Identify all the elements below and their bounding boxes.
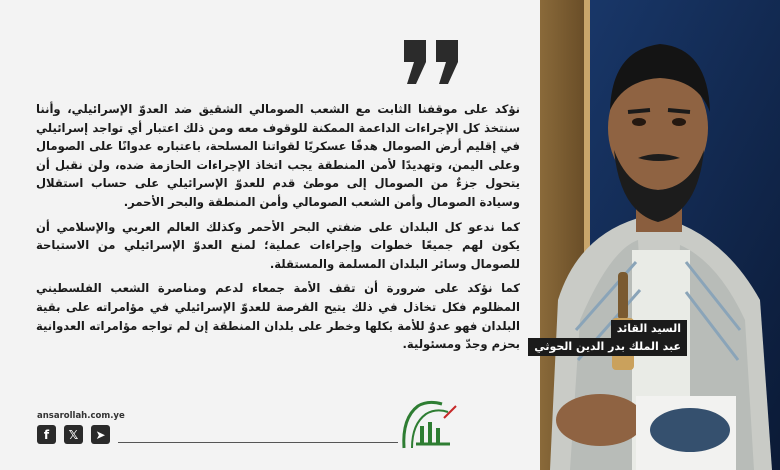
speaker-name: عبد الملك بدر الدين الحوثي <box>528 338 687 356</box>
footer-divider <box>118 442 398 443</box>
quote-mark-icon <box>402 40 462 84</box>
statement-paragraph-3: كما نؤكد على ضرورة أن تقف الأمة جمعاء لدعم ومناصرة الشعب الفلسطيني المظلوم فكل تخاذل في ذلك يتيح الفرصة للعدوّ الإسرائيلي في مؤامراته على بقية البلدان فهو عدوٌ للأمة بكلها وخطر على بلدان المنطقة إن لم تواجه مؤامراته العدوانية بحزم وجدّ ومسئولية. <box>36 281 520 352</box>
x-icon[interactable]: 𝕏 <box>64 425 83 444</box>
facebook-icon[interactable]: f <box>37 425 56 444</box>
telegram-icon[interactable]: ➤ <box>91 425 110 444</box>
social-links <box>37 425 110 444</box>
ansarollah-logo <box>398 398 462 452</box>
speaker-photo <box>540 0 780 470</box>
speaker-title: السيد القائد <box>611 320 687 338</box>
website-link[interactable]: ansarollah.com.ye <box>37 411 125 421</box>
statement-paragraph-1: نؤكد على موقفنا الثابت مع الشعب الصومالي الشقيق ضد العدوّ الإسرائيلي، وأننا سنتخذ كل الإجراءات الداعمة الممكنة للوقوف معه ومن ذلك اعتبار أي تواجد إسرائيلي في إقليم أرض الصومال هدفًا عسكريًا لقواتنا المسلحة، باعتباره عدوانًا على الصومال وعلى اليمن، وتهديدًا لأمن المنطقة يجب اتخاذ الإجراءات الحازمة ضده، ولن نقبل أن يتحول جزءٌ من الصومال إلى موطئ قدم للعدوّ الإسرائيلي على حساب استقلال وسيادة الصومال وأمن الشعب الصومالي وأمن المنطقة والبحر الأحمر. <box>36 102 520 209</box>
statement-paragraph-2: كما ندعو كل البلدان على ضفتي البحر الأحمر وكذلك العالم العربي والإسلامي أن يكون لهم جميعًا خطوات وإجراءات عملية؛ لمنع العدوّ الإسرائيلي من الاستباحة للصومال وسائر البلدان المسلمة والمستقلة. <box>36 219 520 271</box>
statement-text <box>36 100 520 360</box>
